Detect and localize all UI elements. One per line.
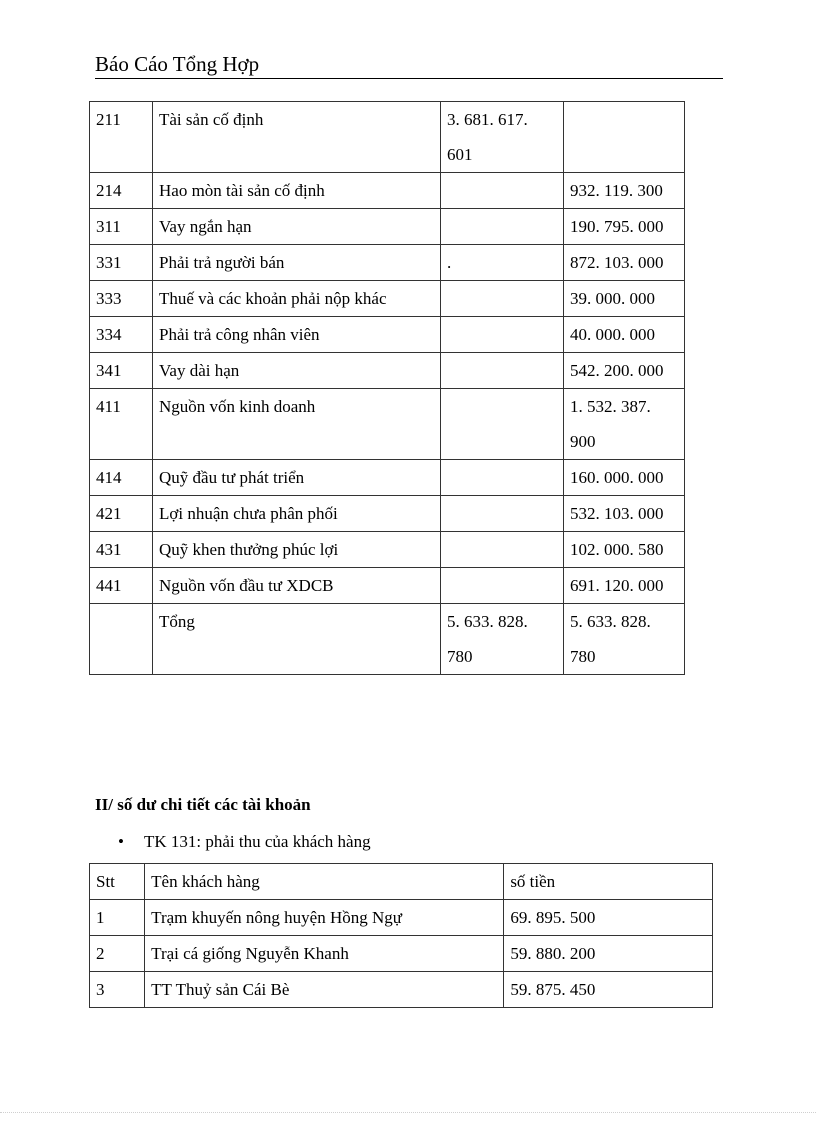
column-header: Stt	[90, 864, 145, 900]
table-row	[90, 281, 685, 317]
debit-cell	[441, 209, 564, 245]
account-name-cell: Quỹ đầu tư phát triển	[153, 460, 441, 496]
account-code-cell: 331	[90, 245, 153, 281]
account-code-cell: 214	[90, 173, 153, 209]
table-row	[90, 460, 685, 496]
table-row	[90, 604, 685, 675]
account-name-cell: Lợi nhuận chưa phân phối	[153, 496, 441, 532]
table-row	[90, 900, 713, 936]
bullet-icon: •	[118, 832, 124, 851]
debit-cell	[441, 496, 564, 532]
customer-table-body	[90, 864, 713, 1008]
credit-cell: 872. 103. 000	[564, 245, 685, 281]
credit-cell: 932. 119. 300	[564, 173, 685, 209]
credit-cell: 542. 200. 000	[564, 353, 685, 389]
account-name-cell: Tài sản cố định	[153, 102, 441, 173]
debit-cell	[441, 173, 564, 209]
credit-cell: 5. 633. 828. 780	[564, 604, 685, 675]
account-name-cell: Vay dài hạn	[153, 353, 441, 389]
customer-name-cell: Trạm khuyến nông huyện Hồng Ngự	[145, 900, 504, 936]
account-code-cell: 334	[90, 317, 153, 353]
credit-cell: 691. 120. 000	[564, 568, 685, 604]
debit-cell	[441, 532, 564, 568]
amount-cell: 59. 875. 450	[504, 972, 713, 1008]
credit-cell: 40. 000. 000	[564, 317, 685, 353]
account-code-cell: 431	[90, 532, 153, 568]
debit-cell: 5. 633. 828. 780	[441, 604, 564, 675]
section-title: II/ số dư chi tiết các tài khoản	[95, 795, 311, 814]
table-row	[90, 317, 685, 353]
account-code-cell: 441	[90, 568, 153, 604]
account-code-cell: 341	[90, 353, 153, 389]
debit-cell	[441, 389, 564, 460]
table-row	[90, 972, 713, 1008]
stt-cell: 3	[90, 972, 145, 1008]
table-row	[90, 245, 685, 281]
customer-name-cell: Trại cá giống Nguyễn Khanh	[145, 936, 504, 972]
account-name-cell: Phải trả công nhân viên	[153, 317, 441, 353]
credit-cell: 102. 000. 580	[564, 532, 685, 568]
page-footer-divider	[0, 1112, 816, 1113]
account-name-cell: Tổng	[153, 604, 441, 675]
balance-table-body	[90, 102, 685, 675]
credit-cell: 190. 795. 000	[564, 209, 685, 245]
debit-cell: 3. 681. 617. 601	[441, 102, 564, 173]
bullet-item	[118, 830, 371, 854]
credit-cell: 532. 103. 000	[564, 496, 685, 532]
balance-table	[89, 101, 685, 675]
table-row	[90, 173, 685, 209]
debit-cell	[441, 281, 564, 317]
credit-cell: 1. 532. 387. 900	[564, 389, 685, 460]
account-code-cell: 311	[90, 209, 153, 245]
stt-cell: 1	[90, 900, 145, 936]
column-header: số tiền	[504, 864, 713, 900]
account-name-cell: Nguồn vốn kinh doanh	[153, 389, 441, 460]
amount-cell: 69. 895. 500	[504, 900, 713, 936]
debit-cell	[441, 568, 564, 604]
table-row	[90, 568, 685, 604]
page-title: Báo Cáo Tổng Hợp	[95, 52, 260, 76]
account-name-cell: Quỹ khen thưởng phúc lợi	[153, 532, 441, 568]
account-name-cell: Nguồn vốn đầu tư XDCB	[153, 568, 441, 604]
debit-cell	[441, 353, 564, 389]
table-row	[90, 353, 685, 389]
account-code-cell	[90, 604, 153, 675]
column-header: Tên khách hàng	[145, 864, 504, 900]
debit-cell	[441, 460, 564, 496]
account-code-cell: 211	[90, 102, 153, 173]
debit-cell	[441, 317, 564, 353]
customer-table	[89, 863, 713, 1008]
amount-cell: 59. 880. 200	[504, 936, 713, 972]
page-header	[95, 50, 723, 79]
credit-cell: 39. 000. 000	[564, 281, 685, 317]
table-row	[90, 936, 713, 972]
debit-cell: .	[441, 245, 564, 281]
account-name-cell: Vay ngắn hạn	[153, 209, 441, 245]
account-name-cell: Hao mòn tài sản cố định	[153, 173, 441, 209]
table-row	[90, 389, 685, 460]
table-row	[90, 532, 685, 568]
account-code-cell: 421	[90, 496, 153, 532]
account-code-cell: 333	[90, 281, 153, 317]
table-row	[90, 209, 685, 245]
account-name-cell: Thuế và các khoản phải nộp khác	[153, 281, 441, 317]
stt-cell: 2	[90, 936, 145, 972]
account-code-cell: 414	[90, 460, 153, 496]
table-header-row	[90, 864, 713, 900]
bullet-text: TK 131: phải thu của khách hàng	[144, 832, 371, 851]
table-row	[90, 102, 685, 173]
credit-cell	[564, 102, 685, 173]
table-row	[90, 496, 685, 532]
customer-name-cell: TT Thuỷ sản Cái Bè	[145, 972, 504, 1008]
account-name-cell: Phải trả người bán	[153, 245, 441, 281]
credit-cell: 160. 000. 000	[564, 460, 685, 496]
account-code-cell: 411	[90, 389, 153, 460]
